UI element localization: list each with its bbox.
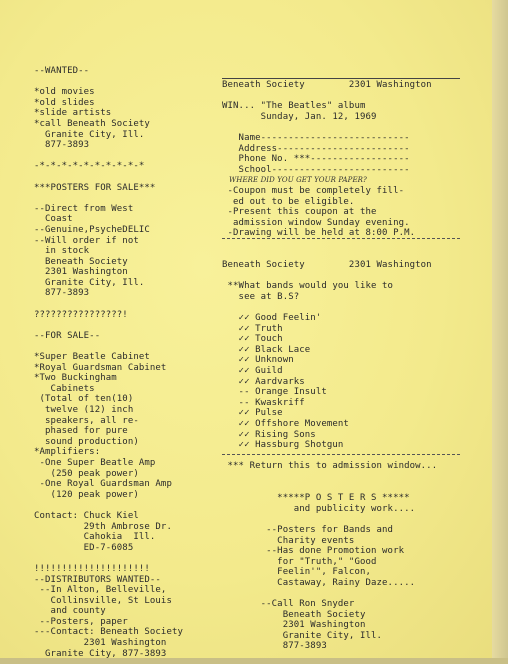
left-text-line: --Posters, paper xyxy=(34,616,128,627)
right-text-line: Feelin'", Falcon, xyxy=(222,567,371,578)
left-text-line xyxy=(34,320,224,331)
left-text-line: 2301 Washington xyxy=(34,638,167,649)
right-text-line xyxy=(222,250,492,261)
right-text-line: for "Truth," "Good xyxy=(222,556,377,567)
left-text-line: Contact: Chuck Kiel xyxy=(34,510,139,521)
left-text-line: Collinsville, St Louis xyxy=(34,595,172,606)
right-text-line: --Posters for Bands and xyxy=(222,524,394,535)
right-text-line: ✓✓ Rising Sons xyxy=(222,429,316,440)
right-text-line: Granite City, Ill. xyxy=(222,630,383,641)
right-text-line: -Present this coupon at the xyxy=(222,207,377,218)
right-text-line: Address------------------------ xyxy=(222,143,410,154)
right-text-line: ✓✓ Offshore Movement xyxy=(222,419,349,429)
left-text-line xyxy=(34,172,224,183)
left-text-line: (250 peak power) xyxy=(34,468,139,479)
right-text-line xyxy=(222,514,492,525)
left-text-line xyxy=(34,299,224,310)
top-divider xyxy=(222,78,460,79)
right-text-line: Charity events xyxy=(222,535,355,546)
right-text-line xyxy=(222,239,492,250)
right-text-line: Castaway, Rainy Daze..... xyxy=(222,577,416,588)
left-text-line: sound production) xyxy=(34,436,139,447)
left-text-line: *Amplifiers: xyxy=(34,447,101,458)
right-text-line: admission window Sunday evening. xyxy=(222,217,410,228)
right-column xyxy=(222,80,492,652)
left-text-line: --Genuine,PsycheDELIC xyxy=(34,224,150,235)
right-text-line: ✓✓ Truth xyxy=(222,323,283,334)
left-text-line: *Royal Guardsman Cabinet xyxy=(34,362,167,373)
right-text-line: -Drawing will be held at 8:00 P.M. xyxy=(222,228,416,239)
right-text-line: and publicity work.... xyxy=(222,503,416,514)
left-text-line: (Total of ten(10) xyxy=(34,394,134,405)
right-text-line: WIN... "The Beatles" album xyxy=(222,101,366,112)
right-text-line: 877-3893 xyxy=(222,641,327,652)
right-text-line: see at B.S? xyxy=(222,291,300,302)
left-text-line xyxy=(34,77,224,88)
right-text-line: ✓✓ Black Lace xyxy=(222,344,311,355)
right-text-line: Beneath Society 2301 Washington xyxy=(222,80,432,90)
left-text-line: (120 peak power) xyxy=(34,489,139,500)
left-text-line: Granite City, 877-3893 xyxy=(34,648,167,659)
left-text-line: twelve (12) inch xyxy=(34,405,134,415)
left-text-line: phased for pure xyxy=(34,426,128,437)
right-text-line xyxy=(222,483,492,494)
left-text-line xyxy=(34,500,224,511)
left-text-line: *old movies xyxy=(34,87,95,98)
right-text-line: Beneath Society 2301 Washington xyxy=(222,260,432,271)
left-text-line: Granite City, Ill. xyxy=(34,277,145,288)
left-text-line xyxy=(34,151,224,162)
left-text-line: ????????????????! xyxy=(34,309,128,320)
right-text-line: *** Return this to admission window... xyxy=(222,461,438,472)
left-text-line: *call Beneath Society xyxy=(34,118,150,129)
right-text-line: 2301 Washington xyxy=(222,620,366,631)
left-text-line: Cabinets xyxy=(34,383,95,394)
right-text-line: Phone No. ***------------------ xyxy=(222,154,410,165)
left-text-line xyxy=(34,341,224,352)
left-text-line: ---Contact: Beneath Society xyxy=(34,627,183,638)
right-text-line xyxy=(222,302,492,313)
right-text-line: --Call Ron Snyder xyxy=(222,599,355,610)
right-text-line: WHERE DID YOU GET YOUR PAPER? xyxy=(222,176,367,185)
right-text-line: -- Orange Insult xyxy=(222,387,327,398)
right-text-line xyxy=(222,472,492,483)
right-text-line xyxy=(222,451,492,462)
left-text-line xyxy=(34,193,224,204)
right-text-line: ✓✓ Touch xyxy=(222,334,283,345)
left-column xyxy=(34,66,224,659)
left-text-line: *Two Buckingham xyxy=(34,373,117,384)
left-text-line: 877-3893 xyxy=(34,140,90,151)
left-text-line: !!!!!!!!!!!!!!!!!!!!! xyxy=(34,563,150,574)
right-text-line: Name--------------------------- xyxy=(222,132,410,143)
left-text-line: Granite City, Ill. xyxy=(34,129,145,140)
left-text-line: ED-7-6085 xyxy=(34,542,134,553)
page-edge xyxy=(492,0,508,664)
right-text-line: --Has done Promotion work xyxy=(222,546,405,557)
right-text-line xyxy=(222,589,492,600)
right-text-line xyxy=(222,122,492,133)
right-text-line xyxy=(222,91,492,102)
right-text-line: School------------------------- xyxy=(222,164,410,175)
left-text-line: --Will order if not xyxy=(34,235,139,246)
left-text-line: 2301 Washington xyxy=(34,267,128,278)
right-text-line: -- Kwaskriff xyxy=(222,397,305,408)
right-text-line: ✓✓ Aardvarks xyxy=(222,376,305,387)
left-text-line: in stock xyxy=(34,246,90,257)
right-text-line xyxy=(222,271,492,282)
right-text-line: ✓✓ Good Feelin' xyxy=(222,313,322,324)
right-text-line: ed out to be eligible. xyxy=(222,196,355,207)
right-text-line: **What bands would you like to xyxy=(222,281,394,292)
left-text-line: -*-*-*-*-*-*-*-*-*-* xyxy=(34,161,145,172)
left-text-line: 29th Ambrose Dr. xyxy=(34,521,172,532)
right-text-line: Beneath Society xyxy=(222,609,366,620)
left-text-line: --In Alton, Belleville, xyxy=(34,585,167,596)
left-text-line: 877-3893 xyxy=(34,288,90,299)
right-text-line: ✓✓ Guild xyxy=(222,366,283,377)
right-text-line: ✓✓ Hassburg Shotgun xyxy=(222,440,344,451)
left-text-line: and county xyxy=(34,606,106,617)
left-text-line: *Super Beatle Cabinet xyxy=(34,352,150,363)
left-text-line: --WANTED-- xyxy=(34,66,90,76)
left-text-line: *slide artists xyxy=(34,108,112,119)
left-text-line: --Direct from West xyxy=(34,203,134,214)
left-text-line: -One Super Beatle Amp xyxy=(34,457,156,468)
left-text-line: *old slides xyxy=(34,97,95,108)
left-text-line: -One Royal Guardsman Amp xyxy=(34,479,172,490)
left-text-line: --FOR SALE-- xyxy=(34,330,101,341)
left-text-line: ***POSTERS FOR SALE*** xyxy=(34,182,156,193)
left-text-line: speakers, all re- xyxy=(34,415,139,426)
left-text-line: --DISTRIBUTORS WANTED-- xyxy=(34,574,161,585)
left-text-line xyxy=(34,553,224,564)
left-text-line: Beneath Society xyxy=(34,256,128,267)
right-text-line: *****P O S T E R S ***** xyxy=(222,493,410,504)
right-text-line: -Coupon must be completely fill- xyxy=(222,185,405,196)
right-text-line: ✓✓ Unknown xyxy=(222,355,294,366)
left-text-line: Coast xyxy=(34,214,73,225)
left-text-line: Cahokia Ill. xyxy=(34,532,156,543)
right-text-line: Sunday, Jan. 12, 1969 xyxy=(222,111,377,122)
right-text-line: ✓✓ Pulse xyxy=(222,408,283,419)
